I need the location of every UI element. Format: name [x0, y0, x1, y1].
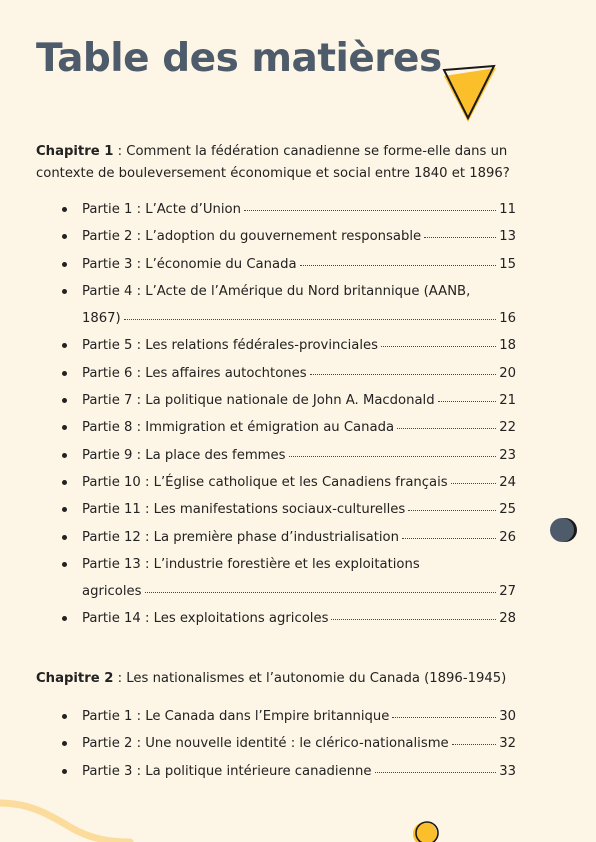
toc-entry[interactable] [64, 414, 516, 441]
toc-entry-page-number: 33 [499, 763, 516, 779]
toc-entry-title-continued: 1867) [82, 311, 121, 327]
chapter-1-label: Chapitre 1 [36, 144, 114, 159]
chapter-1-description: : Comment la fédération canadienne se forme-elle dans un contexte de bouleversement économique et social entre 1840 et 1896? [36, 144, 510, 181]
dot-leader [438, 401, 497, 402]
dot-leader [375, 772, 497, 773]
bullet-icon [62, 480, 67, 485]
toc-entry[interactable] [64, 223, 516, 250]
toc-entry-title: Partie 13 : L’industrie forestière et les exploitations [82, 556, 420, 572]
bullet-icon [62, 769, 67, 774]
bullet-icon [62, 453, 67, 458]
toc-entry-title: Partie 1 : L’Acte d’Union [82, 202, 241, 217]
dot-leader [424, 237, 496, 238]
toc-entry-title: Partie 3 : La politique intérieure canadienne [82, 763, 372, 779]
dot-leader [397, 428, 496, 429]
toc-entry-page-number: 28 [499, 611, 516, 627]
toc-entry-page-number: 27 [499, 584, 516, 600]
dot-leader [289, 456, 497, 457]
dot-leader [381, 346, 496, 347]
toc-entry-title-continued: agricoles [82, 584, 142, 600]
toc-entry-title: Partie 2 : Une nouvelle identité : le clérico-nationalisme [82, 736, 449, 752]
toc-entry[interactable] [64, 469, 516, 496]
toc-entry[interactable] [64, 442, 516, 469]
toc-entry-title: Partie 1 : Le Canada dans l’Empire britannique [82, 709, 390, 724]
dot-leader [451, 483, 497, 484]
toc-entry[interactable] [64, 758, 516, 785]
chapter-2-label: Chapitre 2 [36, 671, 114, 686]
toc-entry[interactable] [64, 551, 516, 606]
toc-entry-page-number: 26 [499, 529, 516, 545]
bullet-icon [62, 535, 67, 540]
bullet-icon [62, 714, 67, 719]
toc-entry-page-number: 18 [499, 338, 516, 354]
toc-entry-page-number: 30 [499, 709, 516, 724]
toc-entry-title: Partie 9 : La place des femmes [82, 447, 286, 463]
wave-decoration-icon [0, 795, 140, 842]
dot-leader [392, 717, 496, 718]
toc-entry-title: Partie 4 : L’Acte de l’Amérique du Nord britannique (AANB, [82, 283, 471, 299]
chapter-2-description: : Les nationalismes et l’autonomie du Canada (1896-1945) [113, 671, 507, 686]
dot-leader [124, 319, 497, 320]
circle-decoration-icon [548, 516, 580, 544]
dot-leader [145, 592, 497, 593]
triangle-decoration-icon [440, 62, 500, 124]
chapter-2-heading [36, 668, 536, 690]
bullet-icon [62, 207, 67, 212]
toc-entry-page-number: 21 [499, 393, 516, 409]
toc-entry-title: Partie 10 : L’Église catholique et les Canadiens français [82, 474, 448, 490]
chapter-1-heading [36, 141, 536, 185]
page-title: Table des matières [36, 36, 442, 81]
toc-entry[interactable] [64, 730, 516, 757]
toc-entry[interactable] [64, 496, 516, 523]
dot-leader [244, 210, 496, 211]
toc-entry[interactable] [64, 605, 516, 632]
toc-entry-title: Partie 8 : Immigration et émigration au Canada [82, 420, 395, 436]
toc-entry-page-number: 13 [499, 229, 516, 245]
toc-entry-page-number: 16 [499, 311, 516, 327]
toc-entry-title: Partie 7 : La politique nationale de John A. Macdonald [82, 393, 435, 409]
toc-entry-title: Partie 5 : Les relations fédérales-provinciales [82, 338, 379, 354]
toc-entry[interactable] [64, 703, 516, 730]
dot-leader [331, 619, 496, 620]
toc-entry-title: Partie 12 : La première phase d’industrialisation [82, 529, 399, 545]
dot-leader [408, 510, 496, 511]
toc-entry-title: Partie 6 : Les affaires autochtones [82, 365, 307, 381]
sun-decoration-icon [409, 818, 441, 842]
chapter-1-parts-list [64, 196, 516, 633]
toc-entry-title: Partie 3 : L’économie du Canada [82, 256, 297, 272]
toc-entry-title: Partie 14 : Les exploitations agricoles [82, 611, 329, 627]
dot-leader [300, 265, 497, 266]
toc-entry-page-number: 25 [499, 502, 516, 518]
bullet-icon [62, 289, 67, 294]
bullet-icon [62, 262, 67, 267]
toc-entry[interactable] [64, 251, 516, 278]
toc-entry-page-number: 24 [499, 474, 516, 490]
toc-entry-page-number: 32 [499, 736, 516, 752]
toc-entry-title: Partie 2 : L’adoption du gouvernement responsable [82, 229, 422, 245]
bullet-icon [62, 371, 67, 376]
toc-entry-title: Partie 11 : Les manifestations sociaux-culturelles [82, 502, 406, 518]
toc-entry[interactable] [64, 196, 516, 223]
toc-entry[interactable] [64, 387, 516, 414]
toc-entry[interactable] [64, 278, 516, 333]
dot-leader [310, 374, 497, 375]
toc-entry-page-number: 22 [499, 420, 516, 436]
dot-leader [402, 538, 496, 539]
toc-entry-page-number: 15 [499, 256, 516, 272]
bullet-icon [62, 562, 67, 567]
toc-entry[interactable] [64, 524, 516, 551]
toc-entry[interactable] [64, 360, 516, 387]
toc-entry-page-number: 11 [499, 202, 516, 217]
toc-entry-page-number: 23 [499, 447, 516, 463]
dot-leader [452, 744, 497, 745]
toc-entry[interactable] [64, 332, 516, 359]
toc-entry-page-number: 20 [499, 365, 516, 381]
chapter-2-parts-list [64, 703, 516, 785]
